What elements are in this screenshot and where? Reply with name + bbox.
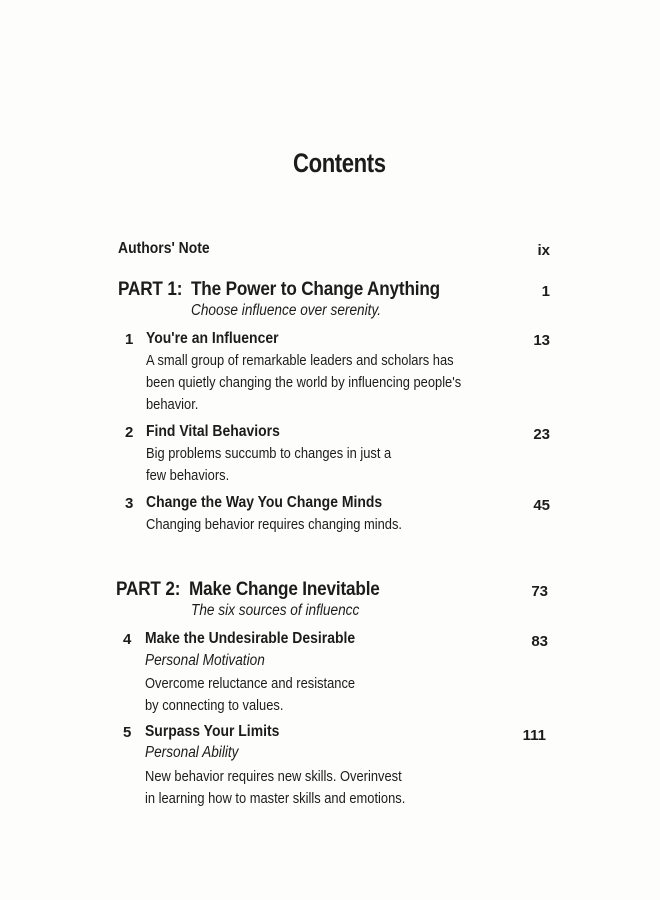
part2-page: 73 bbox=[531, 583, 548, 600]
chapter-5-number: 5 bbox=[123, 724, 132, 741]
chapter-5-subtitle: Personal Ability bbox=[145, 744, 239, 761]
chapter-4-subtitle: Personal Motivation bbox=[145, 652, 265, 669]
chapter-1-title: You're an Influencer bbox=[146, 330, 279, 347]
part2-title: Make Change Inevitable bbox=[189, 578, 380, 600]
part1-subtitle: Choose influence over serenity. bbox=[191, 302, 382, 319]
page-title: Contents bbox=[293, 148, 386, 178]
chapter-2-desc-line-2: few behaviors. bbox=[146, 467, 230, 484]
chapter-4-title: Make the Undesirable Desirable bbox=[145, 630, 356, 647]
chapter-2-desc-line-1: Big problems succumb to changes in just a bbox=[146, 445, 392, 462]
part2-label: PART 2: bbox=[116, 578, 181, 600]
part1-page: 1 bbox=[541, 283, 550, 300]
chapter-5-desc-line-2: in learning how to master skills and emotions. bbox=[145, 790, 406, 807]
part2-subtitle: The six sources of influencc bbox=[191, 602, 360, 619]
chapter-1-desc-line-1: A small group of remarkable leaders and scholars has bbox=[146, 352, 454, 369]
chapter-5-page: 111 bbox=[522, 727, 546, 744]
chapter-2-title: Find Vital Behaviors bbox=[146, 423, 280, 440]
chapter-4-desc-line-1: Overcome reluctance and resistance bbox=[145, 675, 356, 692]
chapter-3-number: 3 bbox=[125, 495, 134, 512]
chapter-1-page: 13 bbox=[533, 332, 550, 349]
chapter-4-page: 83 bbox=[531, 633, 548, 650]
chapter-3-desc-line-1: Changing behavior requires changing minds. bbox=[146, 516, 403, 533]
part1-label: PART 1: bbox=[118, 278, 183, 300]
authors-note-page: ix bbox=[537, 242, 550, 259]
chapter-1-number: 1 bbox=[125, 331, 134, 348]
chapter-5-title: Surpass Your Limits bbox=[145, 723, 280, 740]
chapter-1-desc-line-3: behavior. bbox=[146, 396, 199, 413]
part1-title: The Power to Change Anything bbox=[191, 278, 440, 300]
chapter-5-desc-line-1: New behavior requires new skills. Overinvest bbox=[145, 768, 402, 785]
chapter-1-desc-line-2: been quietly changing the world by influencing people's bbox=[146, 374, 462, 391]
chapter-2-number: 2 bbox=[125, 424, 134, 441]
chapter-3-title: Change the Way You Change Minds bbox=[146, 494, 383, 511]
authors-note-label: Authors' Note bbox=[118, 240, 210, 257]
chapter-4-desc-line-2: by connecting to values. bbox=[145, 697, 284, 714]
chapter-3-page: 45 bbox=[533, 497, 550, 514]
chapter-4-number: 4 bbox=[123, 631, 132, 648]
chapter-2-page: 23 bbox=[533, 426, 550, 443]
